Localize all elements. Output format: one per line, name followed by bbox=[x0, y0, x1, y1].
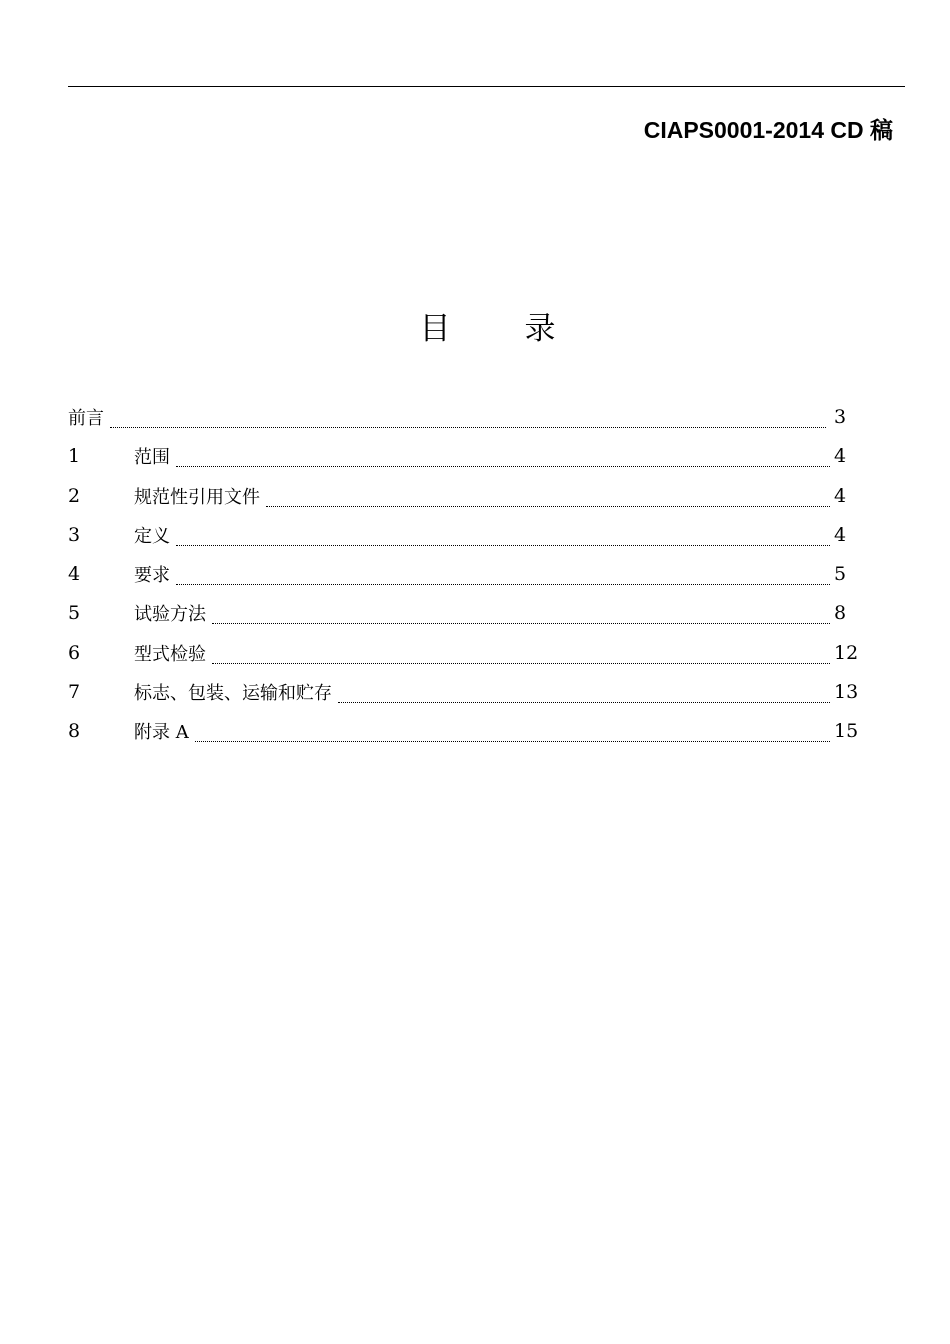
toc-entry-number: 7 bbox=[68, 681, 81, 704]
toc-entry-label: 型式检验 bbox=[134, 643, 206, 665]
toc-entry-label: 前言 bbox=[68, 408, 104, 429]
toc-entry-page: 3 bbox=[834, 406, 847, 428]
header-rule bbox=[68, 86, 905, 87]
toc-entry-5[interactable] bbox=[68, 600, 878, 639]
toc-entry-page: 5 bbox=[834, 563, 847, 586]
toc-entry-number: 3 bbox=[68, 523, 81, 546]
toc-entry-number: 8 bbox=[68, 720, 81, 743]
toc-entry-page: 12 bbox=[834, 641, 859, 664]
toc-entry-label: 定义 bbox=[134, 525, 170, 547]
toc-entry-8[interactable] bbox=[68, 718, 878, 757]
document-code: CIAPS0001-2014 CD 稿 bbox=[643, 117, 893, 143]
toc-leader bbox=[176, 522, 830, 546]
toc-entry-number: 5 bbox=[68, 602, 81, 625]
toc-leader bbox=[110, 404, 826, 428]
toc-leader bbox=[266, 483, 830, 507]
toc-entry-2[interactable] bbox=[68, 483, 878, 522]
toc-entry-7[interactable] bbox=[68, 679, 878, 718]
toc-leader bbox=[212, 640, 830, 664]
toc-entry-label: 要求 bbox=[134, 565, 170, 587]
toc-entry-page: 4 bbox=[834, 445, 847, 468]
toc-title-char-2: 录 bbox=[524, 311, 556, 347]
toc-entry-label: 规范性引用文件 bbox=[134, 486, 260, 508]
toc-entry-page: 13 bbox=[834, 681, 859, 704]
toc-entry-6[interactable] bbox=[68, 640, 878, 679]
toc-entry-number: 4 bbox=[68, 563, 81, 586]
toc-leader bbox=[338, 679, 830, 703]
toc-leader bbox=[176, 561, 830, 585]
toc-entry-label: 标志、包装、运输和贮存 bbox=[134, 683, 332, 705]
table-of-contents bbox=[68, 404, 878, 758]
toc-entry-page: 15 bbox=[834, 720, 859, 743]
toc-leader bbox=[176, 443, 830, 467]
toc-title bbox=[0, 303, 950, 348]
toc-entry-3[interactable] bbox=[68, 522, 878, 561]
toc-entry-page: 8 bbox=[834, 602, 847, 625]
toc-entry-number: 2 bbox=[68, 484, 81, 507]
toc-title-char-1: 目 bbox=[419, 311, 451, 347]
toc-entry-4[interactable] bbox=[68, 561, 878, 600]
toc-entry-number: 6 bbox=[68, 641, 81, 664]
toc-entry-1[interactable] bbox=[68, 443, 878, 482]
toc-entry-page: 4 bbox=[834, 484, 847, 507]
toc-entry-label: 附录 A bbox=[134, 722, 189, 744]
toc-entry-label: 范围 bbox=[134, 447, 170, 469]
toc-entry-page: 4 bbox=[834, 523, 847, 546]
toc-entry-label: 试验方法 bbox=[134, 604, 206, 626]
toc-entry-number: 1 bbox=[68, 445, 81, 468]
toc-leader bbox=[212, 600, 830, 624]
toc-leader bbox=[195, 718, 830, 742]
toc-entry-preface[interactable] bbox=[68, 404, 878, 443]
